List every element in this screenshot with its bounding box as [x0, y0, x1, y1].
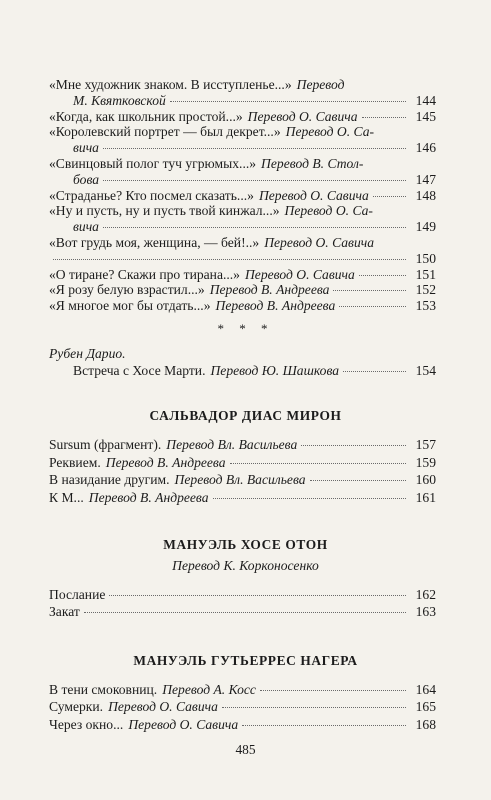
contents-entry: [49, 250, 436, 267]
contents-entry: [49, 76, 436, 93]
entry-translator: Перевод О. Са-: [285, 124, 375, 140]
entry-page: 148: [415, 187, 436, 203]
entry-translator: Перевод О. Савича: [258, 187, 369, 203]
contents-entry: [49, 234, 436, 251]
leader-dots: [103, 147, 406, 149]
entry-title: Через окно...: [49, 716, 124, 732]
contents-entry: [49, 436, 436, 453]
contents-entry: [73, 218, 436, 235]
entry-title: В назидание другим.: [49, 472, 170, 488]
leader-dots: [103, 226, 406, 228]
entry-page: 147: [415, 171, 436, 187]
entry-title: «Вот грудь моя, женщина, — бей!..»: [49, 235, 260, 250]
entry-translator: Перевод В. Андреева: [105, 454, 226, 470]
entry-title: Сумерки.: [49, 699, 104, 715]
leader-dots: [362, 116, 406, 118]
entry-title: «Я розу белую взрастил...»: [49, 282, 205, 298]
contents-entry: [49, 187, 436, 204]
contents-entry: [49, 489, 436, 506]
entry-title: Реквием.: [49, 454, 101, 470]
leader-dots: [53, 258, 406, 260]
entry-title: «Ну и пусть, ну и пусть твой кинжал...»: [49, 203, 280, 219]
leader-dots: [84, 611, 406, 613]
contents-entry: [49, 297, 436, 314]
entry-page: 150: [415, 250, 436, 266]
leader-dots: [260, 689, 406, 691]
contents-entry: [49, 266, 436, 283]
entry-translator: М. Квятковской: [73, 92, 166, 108]
entry-title: К М...: [49, 489, 84, 505]
entry-page: 161: [415, 489, 436, 505]
entry-translator: Перевод О. Савича: [264, 235, 375, 250]
section-translator: Перевод К. Корконосенко: [172, 558, 319, 573]
contents-entry: [49, 155, 436, 172]
leader-dots: [339, 305, 406, 307]
contents-entry: [49, 586, 436, 603]
entry-page: 164: [415, 682, 436, 697]
entry-title: В тени смоковниц.: [49, 682, 158, 697]
entry-title: «Я многое мог бы отдать...»: [49, 298, 211, 314]
entry-translator: вича: [73, 219, 99, 235]
entry-translator: Перевод А. Косс: [162, 682, 256, 697]
leader-dots: [343, 370, 406, 372]
entry-page: 144: [415, 92, 436, 108]
entry-translator: Перевод О. Са-: [284, 203, 373, 219]
leader-dots: [301, 444, 406, 446]
entry-page: 146: [415, 140, 436, 156]
section-heading-oton: МАНУЭЛЬ ХОСЕ ОТОН: [163, 537, 328, 552]
contents-entry: [49, 681, 436, 698]
contents-entry: [49, 716, 436, 733]
leader-dots: [230, 462, 406, 464]
entry-translator: Перевод Ю. Шашкова: [210, 363, 340, 378]
entry-title: «Когда, как школьник простой...»: [49, 108, 243, 124]
entry-title: «Страданье? Кто посмел сказать...»: [49, 187, 254, 203]
entry-translator: бова: [73, 171, 100, 187]
entry-page: 157: [415, 437, 436, 452]
entry-page: 160: [415, 472, 436, 488]
entry-title: «О тиране? Скажи про тирана...»: [49, 266, 240, 282]
entry-title: «Мне художник знаком. В исступленье...»: [49, 77, 292, 92]
entry-title: «Свинцовый полог туч угрюмых...»: [49, 156, 257, 171]
contents-entry: [49, 123, 436, 140]
entry-translator: Перевод Вл. Васильева: [166, 437, 298, 452]
entry-translator: вича: [73, 140, 99, 156]
entry-page: 151: [415, 266, 436, 282]
section-heading-miron: САЛЬВАДОР ДИАС МИРОН: [149, 408, 342, 423]
contents-entry: [73, 362, 436, 379]
contents-entry: [73, 139, 436, 156]
entry-page: 168: [415, 716, 436, 732]
leader-dots: [310, 479, 406, 481]
leader-dots: [359, 274, 406, 276]
entry-translator: Перевод О. Савича: [128, 716, 239, 732]
entry-page: 159: [415, 454, 436, 470]
entry-title: «Королевский портрет — был декрет...»: [49, 124, 281, 140]
entry-title: Послание: [49, 587, 106, 602]
entry-page: 152: [415, 282, 436, 298]
entry-page: 153: [415, 298, 436, 314]
leader-dots: [333, 289, 406, 291]
entry-page: 145: [415, 108, 436, 124]
section-heading-nagera: МАНУЭЛЬ ГУТЬЕРРЕС НАГЕРА: [133, 653, 358, 668]
entry-translator: Перевод: [296, 77, 345, 92]
contents-entry: [49, 202, 436, 219]
leader-dots: [109, 594, 406, 596]
leader-dots: [373, 195, 406, 197]
contents-entry: [49, 698, 436, 715]
entry-translator: Перевод В. Стол-: [261, 156, 364, 171]
page-number: 485: [235, 742, 256, 757]
entry-translator: Перевод В. Андреева: [209, 282, 330, 298]
entry-page: 162: [415, 587, 436, 602]
entry-page: 165: [415, 699, 436, 715]
entry-title: Sursum (фрагмент).: [49, 437, 162, 452]
entry-translator: Перевод В. Андреева: [88, 489, 209, 505]
entry-title: Встреча с Хосе Марти.: [73, 363, 206, 378]
entry-translator: Перевод О. Савича: [108, 699, 218, 715]
leader-dots: [222, 706, 406, 708]
contents-entry: [49, 471, 436, 488]
entry-translator: Перевод Вл. Васильева: [174, 472, 306, 488]
entry-translator: Перевод О. Савича: [244, 266, 355, 282]
contents-entry: [49, 454, 436, 471]
contents-entry: [49, 108, 436, 125]
leader-dots: [242, 724, 406, 726]
contents-entry: [49, 603, 436, 620]
entry-page: 163: [415, 604, 436, 620]
leader-dots: [170, 100, 406, 102]
leader-dots: [103, 179, 406, 181]
entry-title: Закат: [49, 604, 80, 620]
entry-translator: Перевод В. Андреева: [215, 298, 336, 314]
contents-entry: [73, 171, 436, 188]
section-separator: * * *: [217, 321, 274, 336]
author-name: Рубен Дарио.: [49, 346, 126, 361]
contents-entry: [73, 92, 436, 109]
entry-page: 149: [415, 219, 436, 235]
contents-entry: [49, 281, 436, 298]
entry-translator: Перевод О. Савича: [247, 108, 358, 124]
leader-dots: [213, 497, 406, 499]
entry-page: 154: [415, 363, 436, 378]
